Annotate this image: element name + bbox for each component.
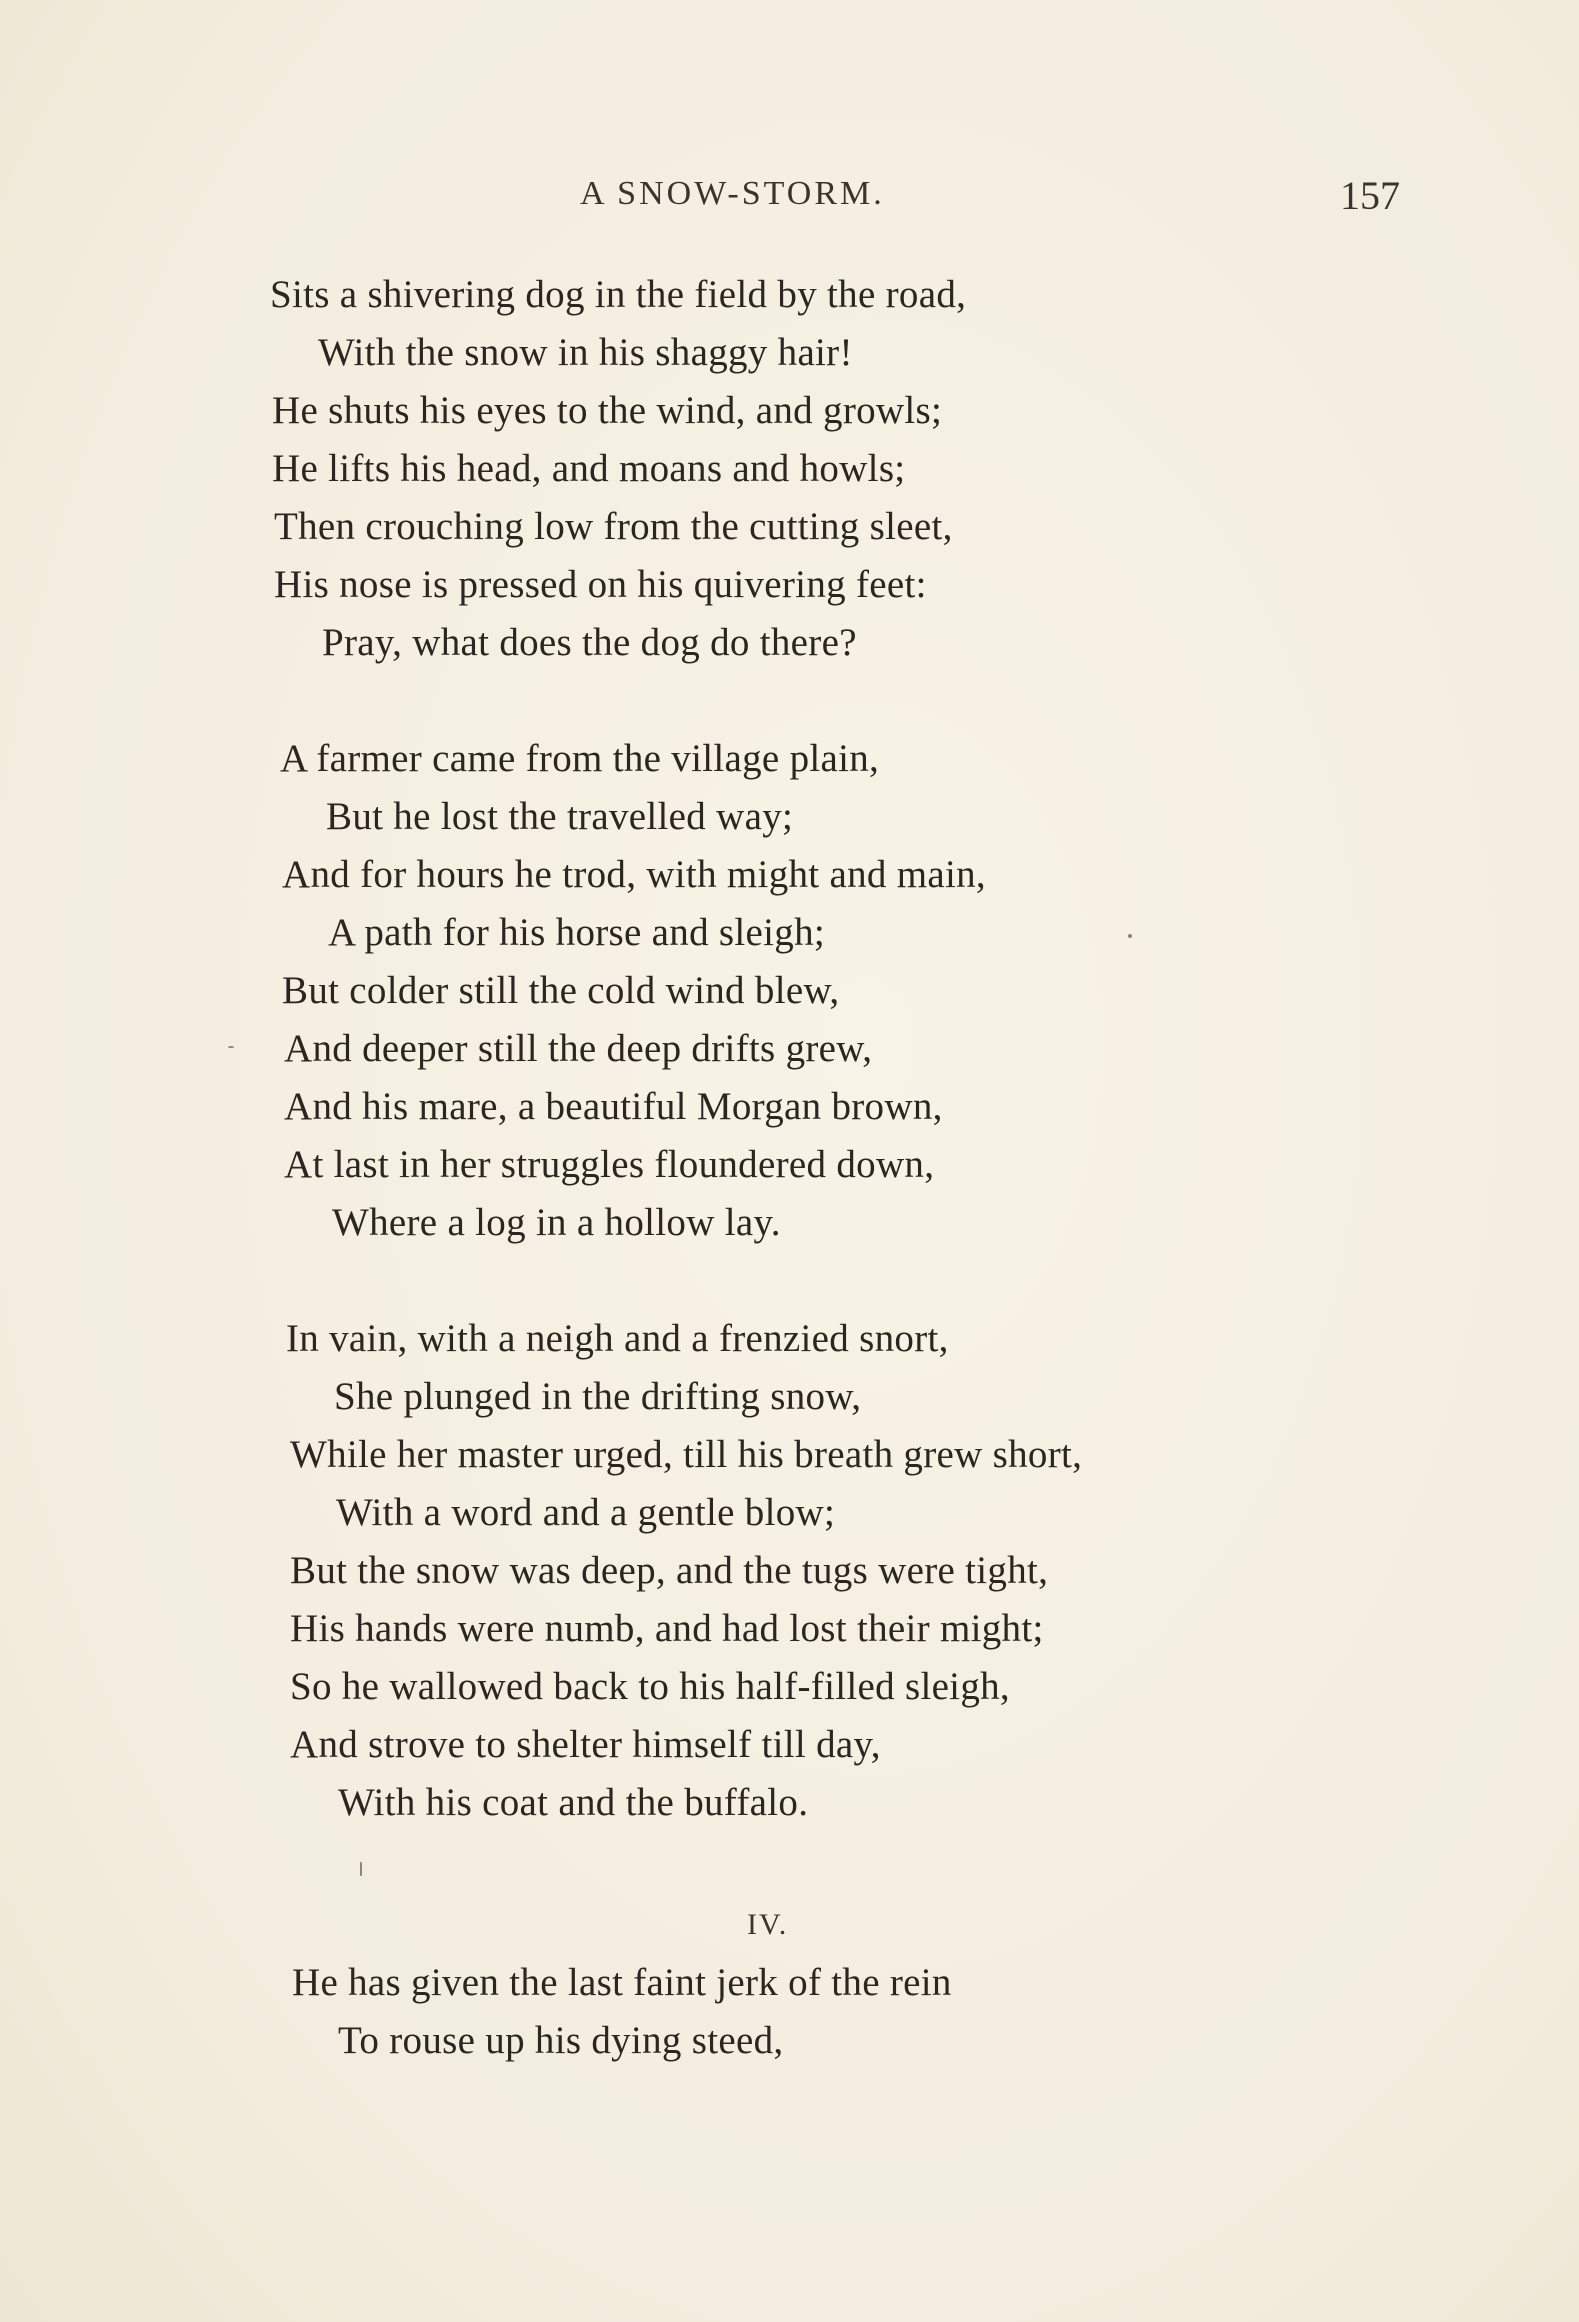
poem-line: Pray, what does the dog do there? <box>322 621 857 664</box>
poem-line: So he wallowed back to his half-filled sleigh, <box>290 1665 1010 1708</box>
poem-line: But colder still the cold wind blew, <box>282 969 840 1012</box>
poem-line: But he lost the travelled way; <box>326 795 794 838</box>
poem-line: And strove to shelter himself till day, <box>290 1723 881 1766</box>
poem-line: With the snow in his shaggy hair! <box>318 331 853 374</box>
poem-line: With a word and a gentle blow; <box>336 1491 836 1534</box>
poem-line: At last in her struggles floundered down, <box>284 1143 935 1186</box>
poem-line: Sits a shivering dog in the field by the road, <box>270 273 967 316</box>
poem-line: And his mare, a beautiful Morgan brown, <box>284 1085 943 1128</box>
running-header: A SNOW-STORM. <box>580 175 885 212</box>
poem-line: Then crouching low from the cutting sleet, <box>274 505 953 548</box>
poem-line: To rouse up his dying steed, <box>338 2019 784 2062</box>
page-number: 157 <box>1340 173 1400 218</box>
section-heading: IV. <box>747 1908 789 1941</box>
print-speck <box>228 1046 234 1048</box>
poem-line: With his coat and the buffalo. <box>338 1781 809 1824</box>
poem-line: In vain, with a neigh and a frenzied snort, <box>286 1317 949 1360</box>
poem-line: And deeper still the deep drifts grew, <box>284 1027 873 1070</box>
poem-line: Where a log in a hollow lay. <box>332 1201 781 1244</box>
poem-line: He has given the last faint jerk of the rein <box>292 1961 952 2004</box>
poem-line: But the snow was deep, and the tugs were tight, <box>290 1549 1049 1592</box>
poem-line: He shuts his eyes to the wind, and growls; <box>272 389 943 432</box>
poem-line: She plunged in the drifting snow, <box>334 1375 862 1418</box>
poem-line: A farmer came from the village plain, <box>280 737 880 780</box>
poem-line: He lifts his head, and moans and howls; <box>272 447 906 490</box>
print-speck <box>1128 934 1132 938</box>
print-speck <box>360 1862 362 1876</box>
poem-line: While her master urged, till his breath grew short, <box>290 1433 1083 1476</box>
poem-line: And for hours he trod, with might and main, <box>282 853 986 896</box>
poem-line: His nose is pressed on his quivering feet: <box>274 563 927 606</box>
poem-line: A path for his horse and sleigh; <box>328 911 826 954</box>
poem-line: His hands were numb, and had lost their might; <box>290 1607 1044 1650</box>
